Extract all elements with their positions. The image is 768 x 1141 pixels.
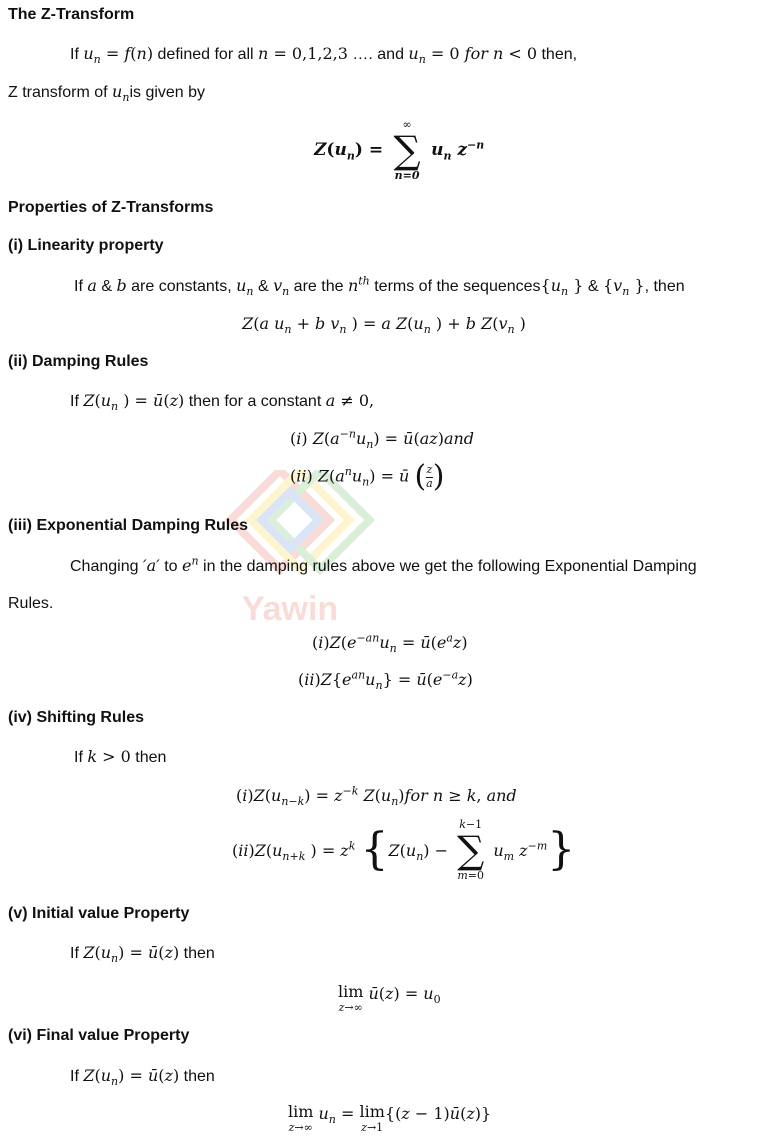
linearity-heading: (i) Linearity property (8, 237, 164, 254)
page-title: The Z-Transform (8, 6, 135, 23)
exp-damping-rule-1: $(i)Z(e^{-an}u_n$ = $ū(e^az)$ (312, 631, 468, 656)
initial-value-heading: (v) Initial value Property (8, 905, 190, 922)
definition-line: If $u_n = f(n)$ defined for all n = 0,1,2,3 …. and $u_n = 0$ for n < 0 then, (70, 44, 578, 67)
exp-damping-rules-word: Rules. (8, 595, 54, 612)
damping-statement: If $Z(u_n$ ) = ū(z) then for a constant a ≠ 0, (70, 391, 375, 414)
yawin-watermark-logo (190, 470, 390, 630)
shifting-statement: If k > 0 then (74, 747, 167, 766)
z-transform-of-line: Z transform of $u_nis$ given by (8, 82, 206, 105)
damping-rule-2: (ii) $Z(a^nu_n)$ = ū ( $\frac{z}{a}$ ) (290, 459, 445, 494)
initial-value-formula: lim z→∞ ū(z) = $u_0$ (338, 982, 441, 1014)
initial-value-statement: If $Z(u_n)$ = ū(z) then (70, 943, 215, 966)
shifting-rule-2: $(ii)Z(u_{n+k}$ ) = $z^k$ {$Z(u_n)$ − k−1 ∑ m=0 $u_m$ $z^{-m}$} (232, 818, 576, 882)
exp-damping-heading: (iii) Exponential Damping Rules (8, 517, 249, 534)
z-transform-formula: $Z(u_n)$ = ∞ ∑ n=0 $u_n$ $z^{-n}$ (314, 118, 485, 182)
exp-damping-rule-2: $(ii)Z\{e^{an}u_n\}$ = $ū(e^{-a}z)$ (298, 668, 473, 693)
damping-rule-1: (i) $Z(a^{-n}u_n)$ = ū(az)and (290, 427, 475, 452)
damping-heading: (ii) Damping Rules (8, 353, 149, 370)
linearity-statement: If a & b are constants, $u_n$ & $v_n$ are the $n^{th}$ terms of the $sequences\{u_n$ } & {$v_n$ }, then (74, 274, 685, 299)
final-value-formula: lim z→∞ $u_n$ = lim z→1 {(z − 1)ū(z)} (288, 1102, 492, 1134)
exp-damping-statement: Changing ′a′ to $e^n$ in the damping rules above we get the following Exponential Damping (70, 554, 697, 575)
properties-heading: Properties of Z-Transforms (8, 199, 214, 216)
final-value-statement: If $Z(u_n)$ = ū(z) then (70, 1066, 215, 1089)
final-value-heading: (vi) Final value Property (8, 1027, 190, 1044)
shifting-heading: (iv) Shifting Rules (8, 709, 144, 726)
shifting-rule-1: $(i)Z(u_{n-k}) = z^{-k}$ $Z(u_n)for$ n ≥ k, and (236, 784, 517, 809)
linearity-formula: Z(a $u_n + b$ $v_n$ ) = a $Z(u_n$ ) + b $Z(v_n$ ) (242, 314, 526, 337)
watermark-text: Yawin (241, 590, 339, 628)
